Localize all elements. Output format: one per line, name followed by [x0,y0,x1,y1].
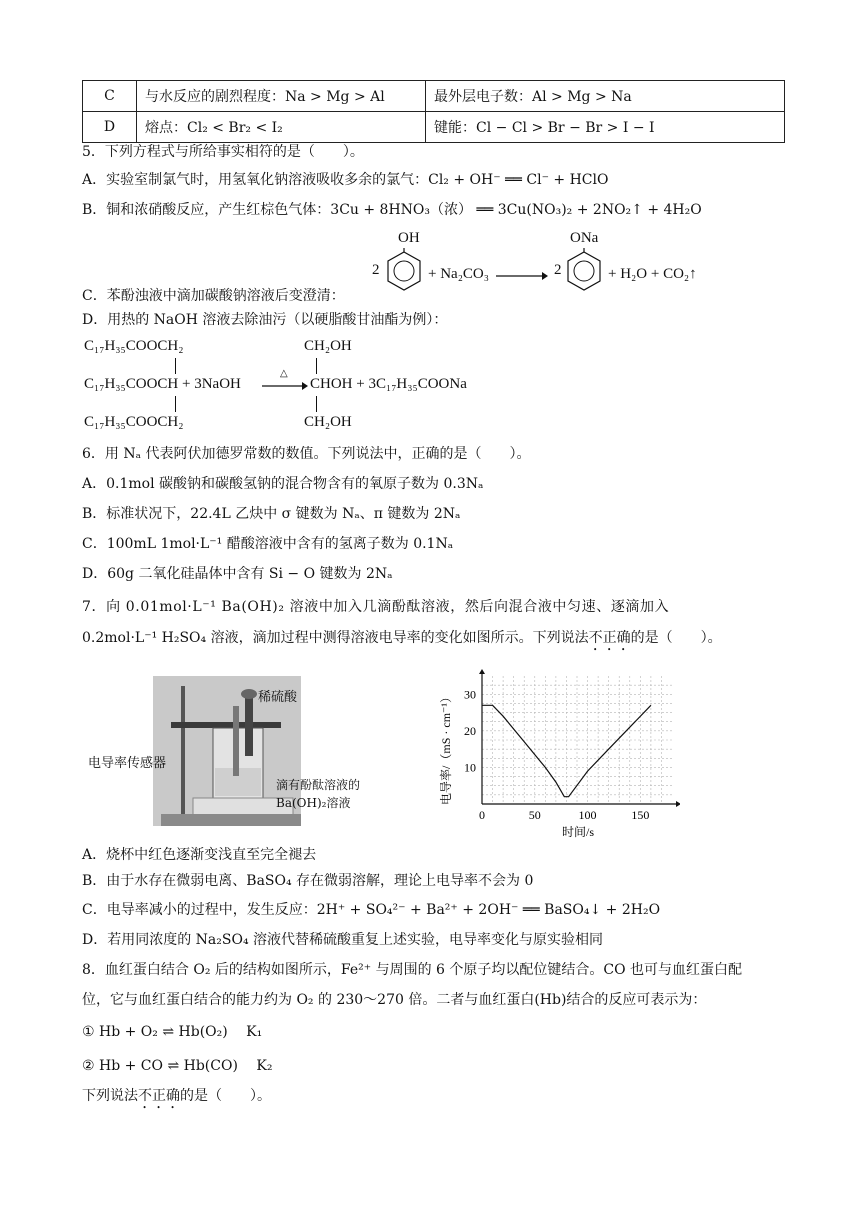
glycerol-line-3: CH₂OH [304,414,352,430]
chart-x-axis-label: 时间/s [561,825,595,839]
q8-question-tail [82,1086,271,1112]
reaction-products: + H₂O + CO₂↑ [608,266,697,282]
q6-option-d: D．60g 二氧化硅晶体中含有 Si − O 键数为 2Nₐ [82,566,393,582]
q6-option-c: C．100mL 1mol·L⁻¹ 醋酸溶液中含有的氢离子数为 0.1Nₐ [82,536,454,552]
row-right-cell: 最外层电子数：Al > Mg > Na [426,81,785,112]
bond-line [316,358,317,374]
glycerol-line-2: CHOH + 3C₁₇H₃₅COONa [310,376,467,392]
q6-option-a: A．0.1mol 碳酸钠和碳酸氢钠的混合物含有的氧原子数为 0.3Nₐ [82,476,484,492]
benzene-ring-icon [384,248,424,296]
phenoxide-ona-label: ONa [570,230,599,246]
q6-option-b: B．标准状况下，22.4L 乙炔中 σ 键数为 Nₐ、π 键数为 2Nₐ [82,506,461,522]
ester-line-2: C₁₇H₃₅COOCH + 3NaOH [84,376,241,392]
reaction-mid-text: + Na₂CO₃ [428,266,489,282]
conductivity-chart [430,668,680,840]
x-tick-label: 0 [479,808,485,822]
y-tick-label: 30 [464,687,476,702]
q7-stem-line-2 [82,628,722,654]
bond-line [316,396,317,412]
ester-line-1: C₁₇H₃₅COOCH₂ [84,338,184,354]
q7-option-a: A．烧杯中红色逐渐变浅直至完全褪去 [82,847,317,863]
q5-option-b: B．铜和浓硝酸反应，产生红棕色气体：3Cu + 8HNO₃（浓） ══ 3Cu(NO₃)₂ + 2NO₂↑ + 4H₂O [82,202,702,218]
q8-tail-end: 的是（ ）。 [180,1088,271,1104]
q5-option-c: C．苯酚浊液中滴加碳酸钠溶液后变澄清： [82,288,345,304]
q5-option-a: A．实验室制氯气时，用氢氧化钠溶液吸收多余的氯气：Cl₂ + OH⁻ ══ Cl⁻ + HClO [82,172,609,188]
row-label: D [83,112,137,143]
bond-line [175,396,176,412]
benzene-ring-icon [564,248,604,296]
heat-condition: △ [280,368,288,379]
y-axis-arrow-icon [479,669,485,674]
q7-stem-line-1: 7．向 0.01mol·L⁻¹ Ba(OH)₂ 溶液中加入几滴酚酞溶液，然后向混合液中匀速、逐滴加入 [82,599,670,615]
q7-emphasis: 不正确 [588,630,631,646]
row-left-cell: 熔点：Cl₂ < Br₂ < I₂ [137,112,426,143]
q7-option-b: B．由于水存在微弱电离、BaSO₄ 存在微弱溶解，理论上电导率不会为 0 [82,873,534,889]
q7-stem-tail: 的是（ ）。 [630,630,722,646]
q7-option-c: C．电导率减小的过程中，发生反应：2H⁺ + SO₄²⁻ + Ba²⁺ + 2OH⁻ ══ BaSO₄↓ + 2H₂O [82,902,661,918]
x-tick-label: 100 [578,808,597,822]
reaction-arrow-icon [262,380,308,392]
q5-stem: 5．下列方程式与所给事实相符的是（ ）。 [82,144,364,160]
y-tick-label: 20 [464,723,476,738]
q7-stem-text: 0.2mol·L⁻¹ H₂SO₄ 溶液，滴加过程中测得溶液电导率的变化如图所示。下列说法 [82,630,589,646]
q8-equation-2: ② Hb + CO ⇌ Hb(CO) K₂ [82,1058,273,1074]
comparison-table [82,80,785,143]
bond-line [175,358,176,374]
table-row [83,81,785,112]
table-row [83,112,785,143]
label-solution-2: Ba(OH)₂溶液 [276,796,351,810]
reaction-arrow-icon [496,270,548,282]
conductivity-series-line [482,705,651,796]
q6-stem: 6．用 Nₐ 代表阿伏加德罗常数的数值。下列说法中，正确的是（ ）。 [82,446,531,462]
q5-option-d: D．用热的 NaOH 溶液去除油污（以硬脂酸甘油酯为例）： [82,312,448,328]
y-tick-label: 10 [464,760,476,775]
coef-2-right: 2 [554,262,562,278]
chart-axes [479,669,680,807]
label-sensor: 电导率传感器 [88,756,167,771]
q8-stem-line-2: 位，它与血红蛋白结合的能力约为 O₂ 的 230～270 倍。二者与血红蛋白(Hb)结合的反应可表示为： [82,992,707,1008]
x-tick-label: 150 [631,808,650,822]
label-solution-1: 滴有酚酞溶液的 [276,778,361,792]
label-dilute-acid: 稀硫酸 [258,690,298,705]
q7-option-d: D．若用同浓度的 Na₂SO₄ 溶液代替稀硫酸重复上述实验，电导率变化与原实验相同 [82,932,604,948]
chart-y-axis-label: 电导率/（mS · cm⁻¹） [439,691,453,805]
ester-line-3: C₁₇H₃₅COOCH₂ [84,414,184,430]
x-tick-label: 50 [528,808,541,822]
glycerol-line-1: CH₂OH [304,338,352,354]
phenol-oh-label: OH [398,230,420,246]
row-right-cell: 键能：Cl − Cl > Br − Br > I − I [426,112,785,143]
chart-ticks [464,687,649,822]
q8-emphasis: 不正确 [138,1088,180,1104]
q8-stem-line-1: 8．血红蛋白结合 O₂ 后的结构如图所示，Fe²⁺ 与周围的 6 个原子均以配位键结合。CO 也可与血红蛋白配 [82,962,743,978]
x-axis-arrow-icon [676,801,680,807]
q8-equation-1: ① Hb + O₂ ⇌ Hb(O₂) K₁ [82,1024,263,1040]
row-label: C [83,81,137,112]
q8-tail-text: 下列说法 [82,1088,138,1104]
row-left-cell: 与水反应的剧烈程度：Na > Mg > Al [137,81,426,112]
coef-2-left: 2 [372,262,380,278]
